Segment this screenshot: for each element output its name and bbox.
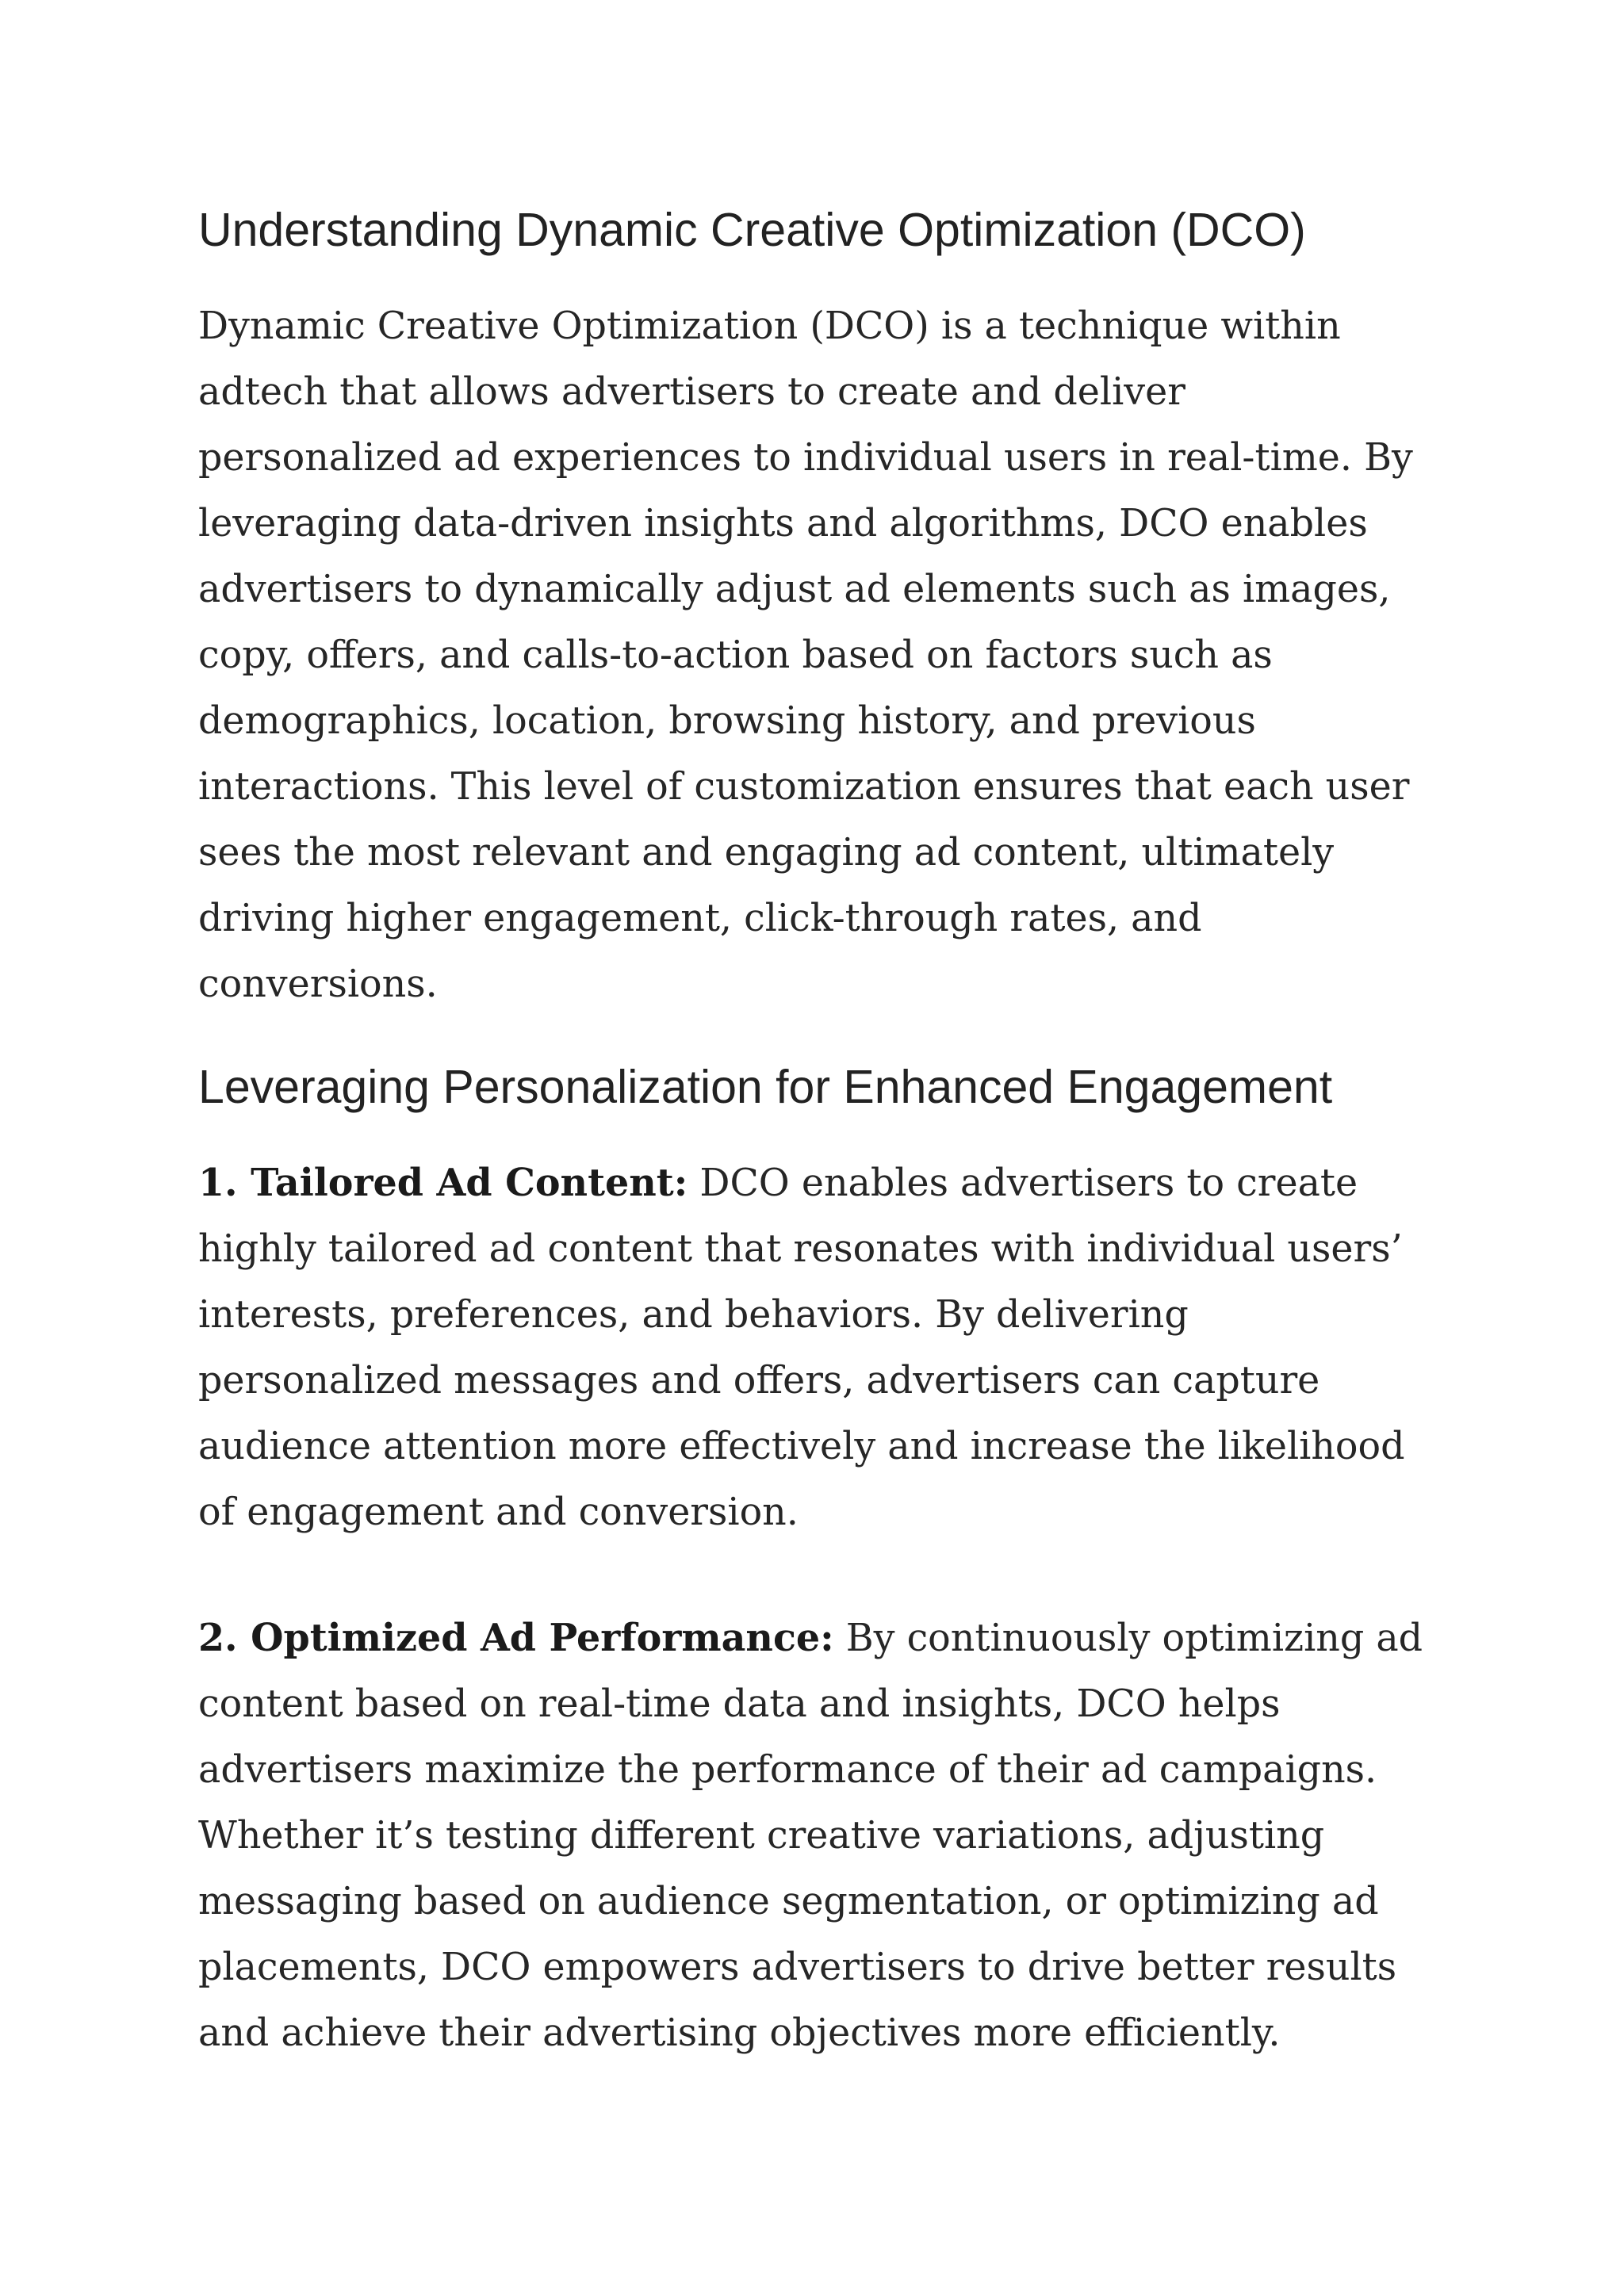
point-optimized-ad-performance	[198, 1605, 1435, 2066]
article-content	[198, 198, 1435, 2066]
intro-paragraph: Dynamic Creative Optimization (DCO) is a technique within adtech that allows advertisers to create and deliver personalized ad experiences to individual users in real-time. By leveraging data-driven insights and algorithms, DCO enables advertisers to dynamically adjust ad elements such as images, copy, offers, and calls-to-action based on factors such as demographics, location, browsing history, and previous interactions. This level of customization ensures that each user sees the most relevant and engaging ad content, ultimately driving higher engagement, click-through rates, and conversions.	[198, 304, 1413, 1006]
point-lead: 2. Optimized Ad Performance:	[198, 1616, 834, 1660]
section-heading-dco: Understanding Dynamic Creative Optimization (DCO)	[198, 204, 1306, 256]
point-body: DCO enables advertisers to create highly tailored ad content that resonates with individual users’ interests, preferences, and behaviors. By delivering personalized messages and offers, advertisers can capture audience attention more effectively and increase the likelihood of engagement and conversion.	[198, 1161, 1405, 1534]
point-tailored-ad-content	[198, 1150, 1435, 1545]
point-body: By continuously optimizing ad content based on real-time data and insights, DCO helps advertisers maximize the performance of their ad campaigns. Whether it’s testing different creative variations, adjusting messaging based on audience segmentation, or optimizing ad placements, DCO empowers advertisers to drive better results and achieve their advertising objectives more efficiently.	[198, 1617, 1423, 2055]
section-heading-personalization: Leveraging Personalization for Enhanced Engagement	[198, 1061, 1333, 1113]
point-lead: 1. Tailored Ad Content:	[198, 1161, 688, 1205]
